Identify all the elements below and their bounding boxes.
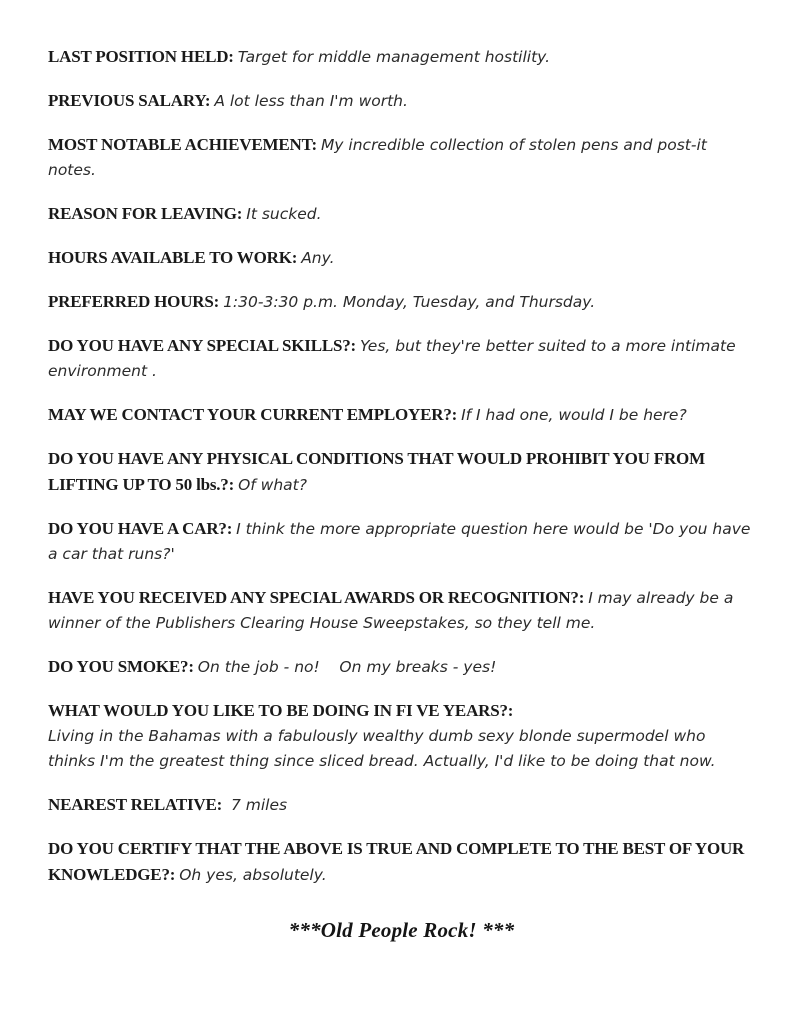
qa-item-last-position — [48, 44, 755, 70]
answer-handwritten: On the job - no! On my breaks - yes! — [197, 658, 497, 676]
question-label: NEAREST RELATIVE: — [48, 795, 223, 814]
question-label: DO YOU CERTIFY THAT THE ABOVE IS TRUE AND COMPLETE TO THE BEST OF YOUR KNOWLEDGE?: — [48, 839, 745, 884]
qa-item-preferred-hours — [48, 289, 755, 315]
question-label: DO YOU HAVE ANY PHYSICAL CONDITIONS THAT WOULD PROHIBIT YOU FROM LIFTING UP TO 50 lbs.?: — [48, 449, 705, 494]
qa-item-previous-salary — [48, 88, 755, 114]
answer-handwritten: Target for middle management hostility. — [237, 48, 551, 66]
answer-handwritten: I think the more appropriate question here would be 'Do you have a car that runs?' — [48, 520, 756, 563]
question-label: HOURS AVAILABLE TO WORK: — [48, 248, 298, 267]
qa-item-notable-achievement — [48, 132, 755, 183]
answer-handwritten: Of what? — [238, 476, 307, 494]
question-label: DO YOU HAVE A CAR?: — [48, 519, 233, 538]
answer-handwritten: It sucked. — [246, 205, 322, 223]
question-label: MOST NOTABLE ACHIEVEMENT: — [48, 135, 317, 154]
answer-handwritten: A lot less than I'm worth. — [214, 92, 408, 110]
answer-handwritten: 1:30-3:30 p.m. Monday, Tuesday, and Thursday. — [223, 293, 596, 311]
question-label: PREVIOUS SALARY: — [48, 91, 211, 110]
answer-handwritten: 7 miles — [226, 796, 288, 814]
answer-handwritten: My incredible collection of stolen pens and post-it notes. — [48, 136, 712, 179]
question-label: HAVE YOU RECEIVED ANY SPECIAL AWARDS OR RECOGNITION?: — [48, 588, 585, 607]
answer-handwritten: I may already be a winner of the Publishers Clearing House Sweepstakes, so they tell me. — [48, 589, 739, 632]
question-label: MAY WE CONTACT YOUR CURRENT EMPLOYER?: — [48, 405, 458, 424]
qa-item-hours-available — [48, 245, 755, 271]
question-label: LAST POSITION HELD: — [48, 47, 234, 66]
qa-item-nearest-relative — [48, 792, 755, 818]
answer-handwritten: Any. — [301, 249, 335, 267]
qa-item-five-years — [48, 698, 755, 774]
answer-handwritten: If I had one, would I be here? — [461, 406, 687, 424]
qa-item-awards-recognition — [48, 585, 755, 636]
qa-item-have-a-car — [48, 516, 755, 567]
qa-item-contact-employer — [48, 402, 755, 428]
footer-tagline: ***Old People Rock! *** — [288, 918, 515, 942]
question-label: WHAT WOULD YOU LIKE TO BE DOING IN FI VE YEARS?: — [48, 701, 514, 720]
qa-item-reason-for-leaving — [48, 201, 755, 227]
qa-item-certify-true — [48, 836, 755, 888]
qa-item-do-you-smoke — [48, 654, 755, 680]
question-label: DO YOU SMOKE?: — [48, 657, 194, 676]
answer-handwritten: Oh yes, absolutely. — [179, 866, 327, 884]
answer-handwritten: Yes, but they're better suited to a more intimate environment . — [48, 337, 741, 380]
question-label: DO YOU HAVE ANY SPECIAL SKILLS?: — [48, 336, 357, 355]
qa-item-special-skills — [48, 333, 755, 384]
question-label: PREFERRED HOURS: — [48, 292, 220, 311]
qa-item-physical-conditions — [48, 446, 755, 498]
answer-handwritten: Living in the Bahamas with a fabulously wealthy dumb sexy blonde supermodel who thinks I'm the greatest thing since sliced bread. Actually, I'd like to be doing that now. — [48, 727, 716, 770]
question-label: REASON FOR LEAVING: — [48, 204, 243, 223]
